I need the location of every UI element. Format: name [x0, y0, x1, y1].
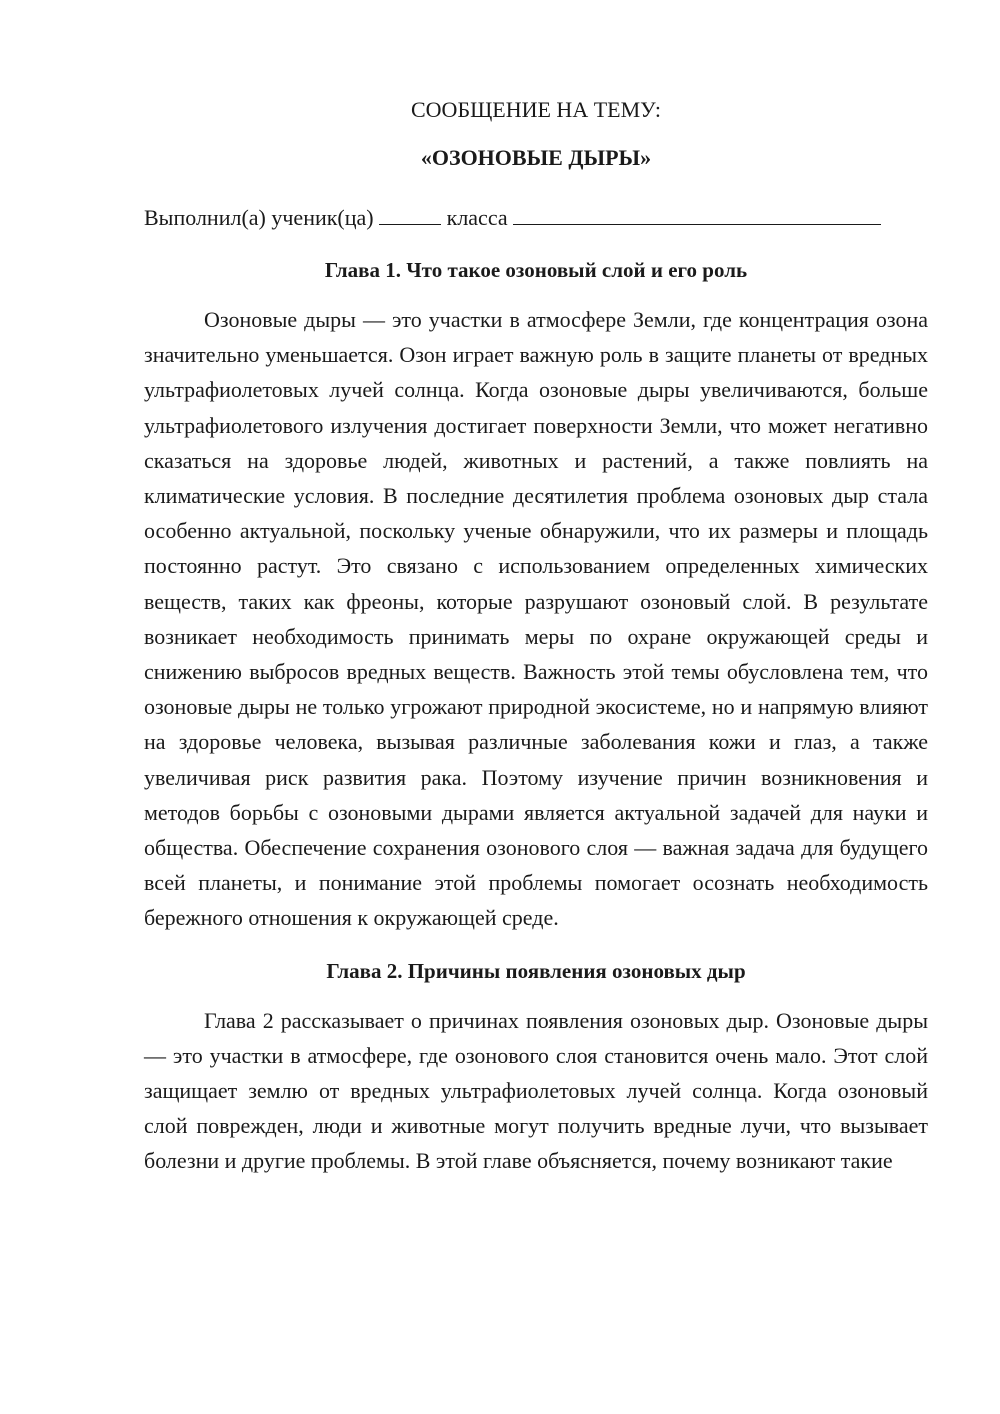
chapter2-paragraph: Глава 2 рассказывает о причинах появления озоновых дыр. Озоновые дыры — это участки в атмосфере, где озонового слоя становится очень мало. Этот слой защищает землю от вредных ультрафиолетовых лучей солнца. Когда озоновый слой поврежден, люди и животные могут получить вредные лучи, что вызывает болезни и другие проблемы. В этой главе объясняется, почему возникают такие [144, 1007, 928, 1174]
document-title-line1: СООБЩЕНИЕ НА ТЕМУ: [411, 97, 661, 122]
author-prefix: Выполнил(а) ученик(ца) [144, 205, 374, 230]
document-title-topic: «ОЗОНОВЫЕ ДЫРЫ» [420, 145, 652, 170]
chapter2-heading: Глава 2. Причины появления озоновых дыр [326, 958, 746, 983]
document-page [144, 95, 928, 1179]
author-line [144, 203, 928, 233]
student-name-blank [513, 204, 881, 225]
class-number-blank [379, 204, 441, 225]
chapter1-paragraph: Озоновые дыры — это участки в атмосфере Земли, где концентрация озона значительно уменьшается. Озон играет важную роль в защите планеты от вредных ультрафиолетовых лучей солнца. Когда озоновые дыры увеличиваются, больше ультрафиолетового излучения достигает поверхности Земли, что может негативно сказаться на здоровье людей, животных и растений, а также повлиять на климатические условия. В последние десятилетия проблема озоновых дыр стала особенно актуальной, поскольку ученые обнаружили, что их размеры и площадь постоянно растут. Это связано с использованием определенных химических веществ, таких как фреоны, которые разрушают озоновый слой. В результате возникает необходимость принимать меры по охране окружающей среды и снижению выбросов вредных веществ. Важность этой темы обусловлена тем, что озоновые дыры не только угрожают природной экосистеме, но и напрямую влияют на здоровье человека, вызывая различные заболевания кожи и глаз, а также увеличивая риск развития рака. Поэтому изучение причин возникновения и методов борьбы с озоновыми дырами является актуальной задачей для науки и общества. Обеспечение сохранения озонового слоя — важная задача для будущего всей планеты, и понимание этой проблемы помогает осознать необходимость бережного отношения к окружающей среде. [144, 307, 928, 931]
author-class-label: класса [446, 205, 508, 230]
chapter1-heading: Глава 1. Что такое озоновый слой и его роль [324, 258, 748, 282]
